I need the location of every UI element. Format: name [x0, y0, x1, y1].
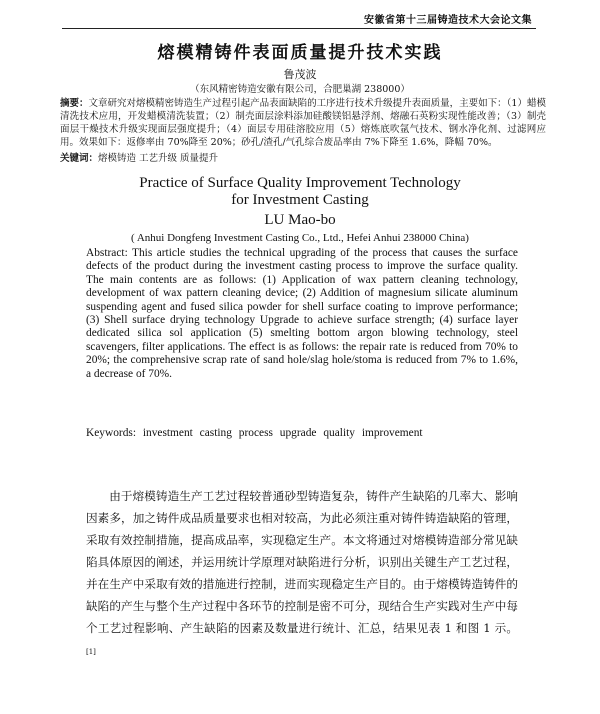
en-abstract-label: Abstract:: [86, 247, 128, 259]
zh-keywords-text: 熔模铸造 工艺升级 质量提升: [98, 153, 219, 164]
en-keywords-text: investment casting process upgrade quality improvement: [142, 427, 423, 439]
zh-abstract-label: 摘要：: [60, 98, 89, 109]
en-title-line1: Practice of Surface Quality Improvement Technology: [139, 175, 461, 191]
header-rule: [62, 28, 536, 29]
zh-author: 鲁茂波: [283, 68, 317, 81]
zh-title: 熔模精铸件表面质量提升技术实践: [157, 43, 443, 63]
zh-abstract: [60, 97, 546, 149]
running-head: 安徽省第十三届铸造技术大会论文集: [364, 15, 532, 26]
zh-affiliation: （东风精密铸造安徽有限公司，合肥巢湖 238000）: [190, 84, 410, 95]
en-keywords-label: Keywords:: [86, 427, 136, 439]
en-affiliation: ( Anhui Dongfeng Investment Casting Co., Ltd., Hefei Anhui 238000 China): [131, 232, 469, 244]
zh-abstract-text: 文章研究对熔模精密铸造生产过程引起产品表面缺陷的工序进行技术升级提升表面质量，主要如下：（1）蜡模清洗技术应用，开发蜡模清洗装置；（2）制壳面层涂料添加硅酸镁铝悬浮剂、熔融石英粉实现性能改善；（3）制壳面层干燥技术升级实现面层强度提升；（4）面层专用硅溶胶应用（5）熔炼底吹氩气技术、钢水净化剂、过滤网应用。效果如下：返修率由 70%降至 20%；砂孔/渣孔/气孔综合废品率由 7%下降至 1.6%，降幅 70%。: [60, 98, 546, 148]
zh-keywords: [60, 150, 546, 164]
en-abstract-text: This article studies the technical upgrading of the process that causes the surface defects of the product during the investment casting process to improve the surface quality. The main contents are as follows: (1) Application of wax pattern cleaning technology, development of wax pattern cleaning device; (2) Addition of magnesium silicate aluminum suspending agent and fused silica powder for shell surface coating to improve performance; (3) Shell surface drying technology Upgrade to achieve surface strength; (4) surface layer dedicated silica sol application (5) smelting bottom argon blowing technology, steel scavengers, filter applications. The effect is as follows: the repair rate is reduced from 70% to 20%; the comprehensive scrap rate of sand hole/slag hole/stoma is reduced from 7% to 1.6%, a decrease of 70%.: [86, 247, 518, 380]
body-paragraph-text: 由于熔模铸造生产工艺过程较普通砂型铸造复杂，铸件产生缺陷的几率大、影响因素多，加之铸件成品质量要求也相对较高，为此必须注重对铸件铸造缺陷的管理，采取有效控制措施，提高成品率，实现稳定生产。本文将通过对熔模铸造部分常见缺陷具体原因的阐述，并运用统计学原理对缺陷进行分析，识别出关键生产工艺过程，并在生产中采取有效的措施进行控制，进而实现稳定生产目的。由于熔模铸造铸件的缺陷的产生与整个生产过程中各环节的控制是密不可分，现结合生产实践对生产中每个工艺过程影响、产生缺陷的因素及数量进行统计、汇总，结果见表 1 和图 1 示。: [86, 489, 518, 635]
zh-keywords-label: 关键词：: [60, 153, 99, 164]
en-author: LU Mao-bo: [264, 212, 336, 228]
en-abstract: [86, 247, 518, 381]
en-keywords: [86, 427, 518, 439]
en-title: [0, 175, 600, 209]
en-title-line2: for Investment Casting: [231, 192, 369, 208]
body-paragraph: [86, 485, 518, 663]
citation-ref[interactable]: [1]: [86, 648, 96, 656]
